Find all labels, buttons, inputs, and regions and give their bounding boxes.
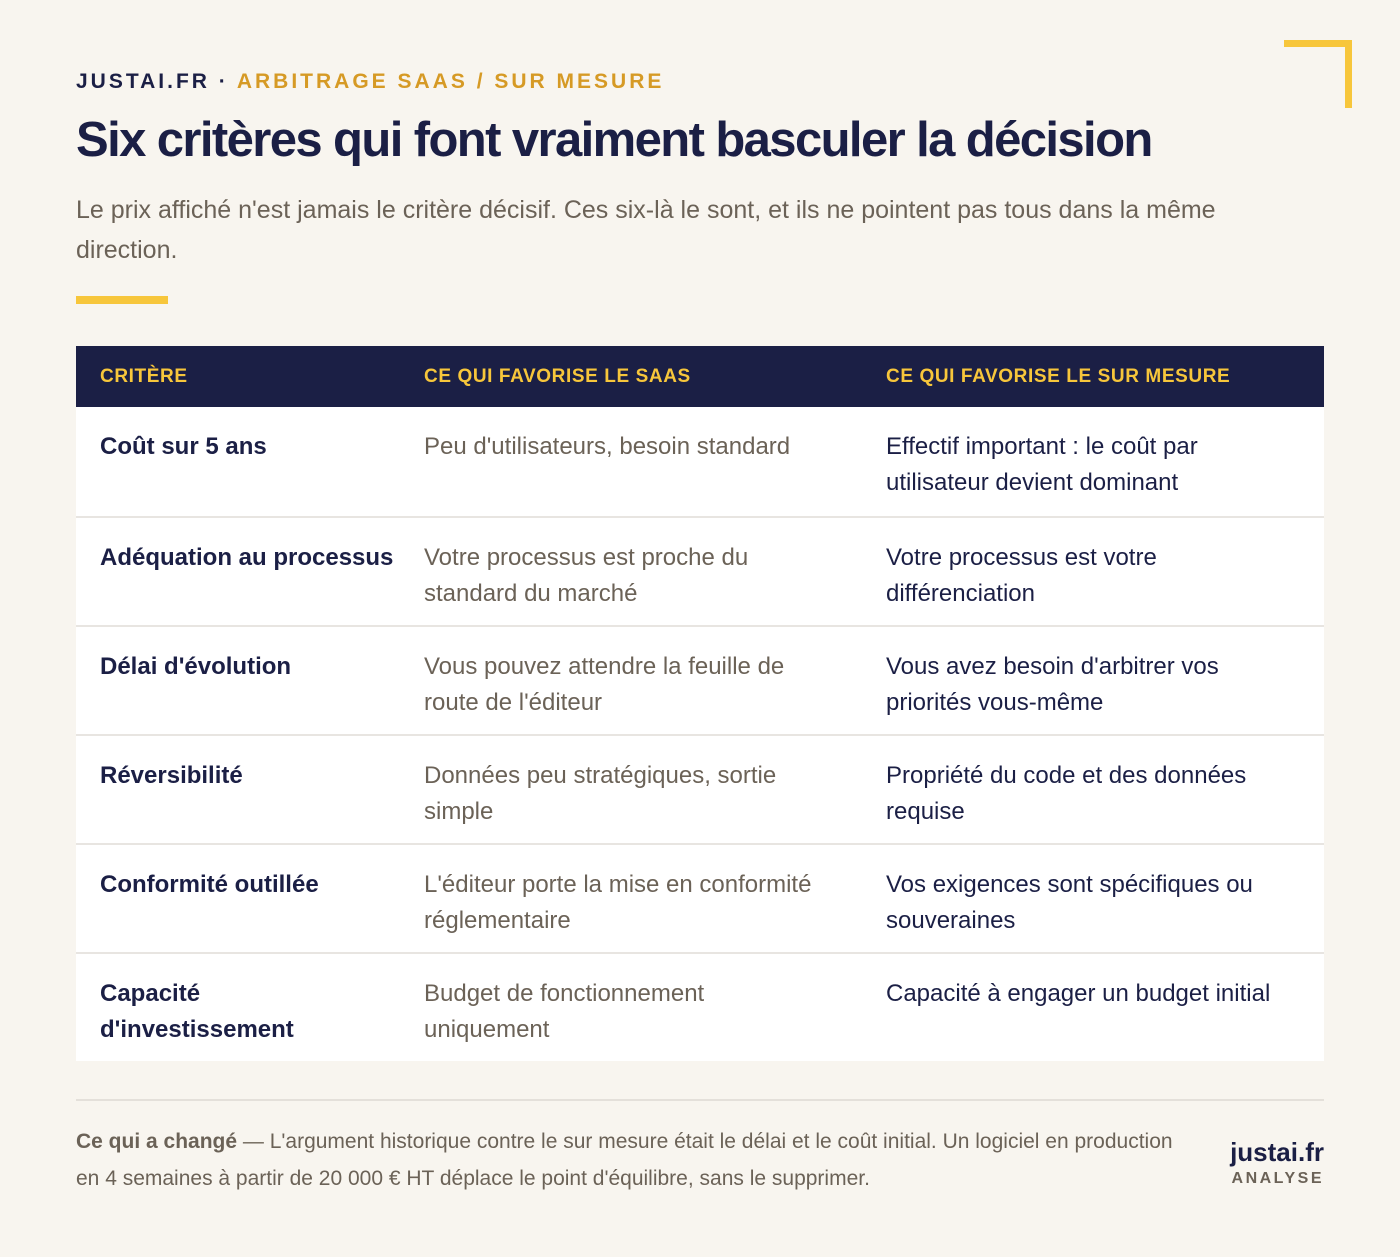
table-row <box>76 407 1324 516</box>
cell-saas: Peu d'utilisateurs, besoin standard <box>424 433 791 460</box>
table-body <box>76 407 1324 1061</box>
kicker-brand: JUSTAI.FR <box>76 70 210 93</box>
cell-criterion: Adéquation au processus <box>100 544 394 571</box>
corner-accent <box>1284 40 1352 108</box>
cell-saas: Vous pouvez attendre la feuille de route de l'éditeur <box>424 653 785 716</box>
page-title: Six critères qui font vraiment basculer la décision <box>76 113 1152 167</box>
cell-custom: Vous avez besoin d'arbitrer vos priorités vous-même <box>886 653 1219 716</box>
header-saas: CE QUI FAVORISE LE SAAS <box>424 365 691 387</box>
header-criterion: CRITÈRE <box>100 365 188 387</box>
page-subtitle: Le prix affiché n'est jamais le critère décisif. Ces six-là le sont, et ils ne pointent pas tous dans la même direction. <box>76 196 1216 264</box>
footer-note <box>76 1123 1176 1197</box>
cell-criterion: Délai d'évolution <box>100 653 292 680</box>
accent-rule <box>76 296 168 304</box>
cell-saas: Budget de fonctionnement uniquement <box>424 980 705 1043</box>
table-row <box>76 734 1324 843</box>
cell-custom: Effectif important : le coût par utilisateur devient dominant <box>886 433 1198 496</box>
note-lead: Ce qui a changé <box>76 1130 238 1153</box>
cell-custom: Vos exigences sont spécifiques ou souveraines <box>886 871 1253 934</box>
header-custom: CE QUI FAVORISE LE SUR MESURE <box>886 365 1231 387</box>
table-row <box>76 843 1324 952</box>
signature <box>1230 1137 1324 1191</box>
cell-custom: Votre processus est votre différenciation <box>886 544 1157 607</box>
signature-domain: justai.fr <box>1230 1137 1324 1167</box>
table-row <box>76 516 1324 625</box>
table-row <box>76 952 1324 1061</box>
cell-criterion: Capacité d'investissement <box>100 980 294 1043</box>
cell-saas: L'éditeur porte la mise en conformité réglementaire <box>424 871 812 934</box>
cell-saas: Données peu stratégiques, sortie simple <box>424 762 777 825</box>
table-header <box>76 346 1324 407</box>
cell-custom: Capacité à engager un budget initial <box>886 980 1271 1007</box>
footer-divider <box>76 1099 1324 1101</box>
table-row <box>76 625 1324 734</box>
cell-saas: Votre processus est proche du standard du marché <box>424 544 749 607</box>
kicker <box>76 70 664 94</box>
cell-criterion: Réversibilité <box>100 762 243 789</box>
signature-tag: ANALYSE <box>1231 1170 1324 1187</box>
note-text: — L'argument historique contre le sur mesure était le délai et le coût initial. Un logiciel en production en 4 semaines à partir de 20 000 € HT déplace le point d'équilibre, sans le supprimer. <box>76 1130 1173 1190</box>
cell-criterion: Coût sur 5 ans <box>100 433 267 460</box>
criteria-table <box>76 346 1324 1061</box>
kicker-topic: ARBITRAGE SAAS / SUR MESURE <box>236 70 665 93</box>
kicker-separator: · <box>209 70 237 93</box>
cell-custom: Propriété du code et des données requise <box>886 762 1247 825</box>
cell-criterion: Conformité outillée <box>100 871 319 898</box>
